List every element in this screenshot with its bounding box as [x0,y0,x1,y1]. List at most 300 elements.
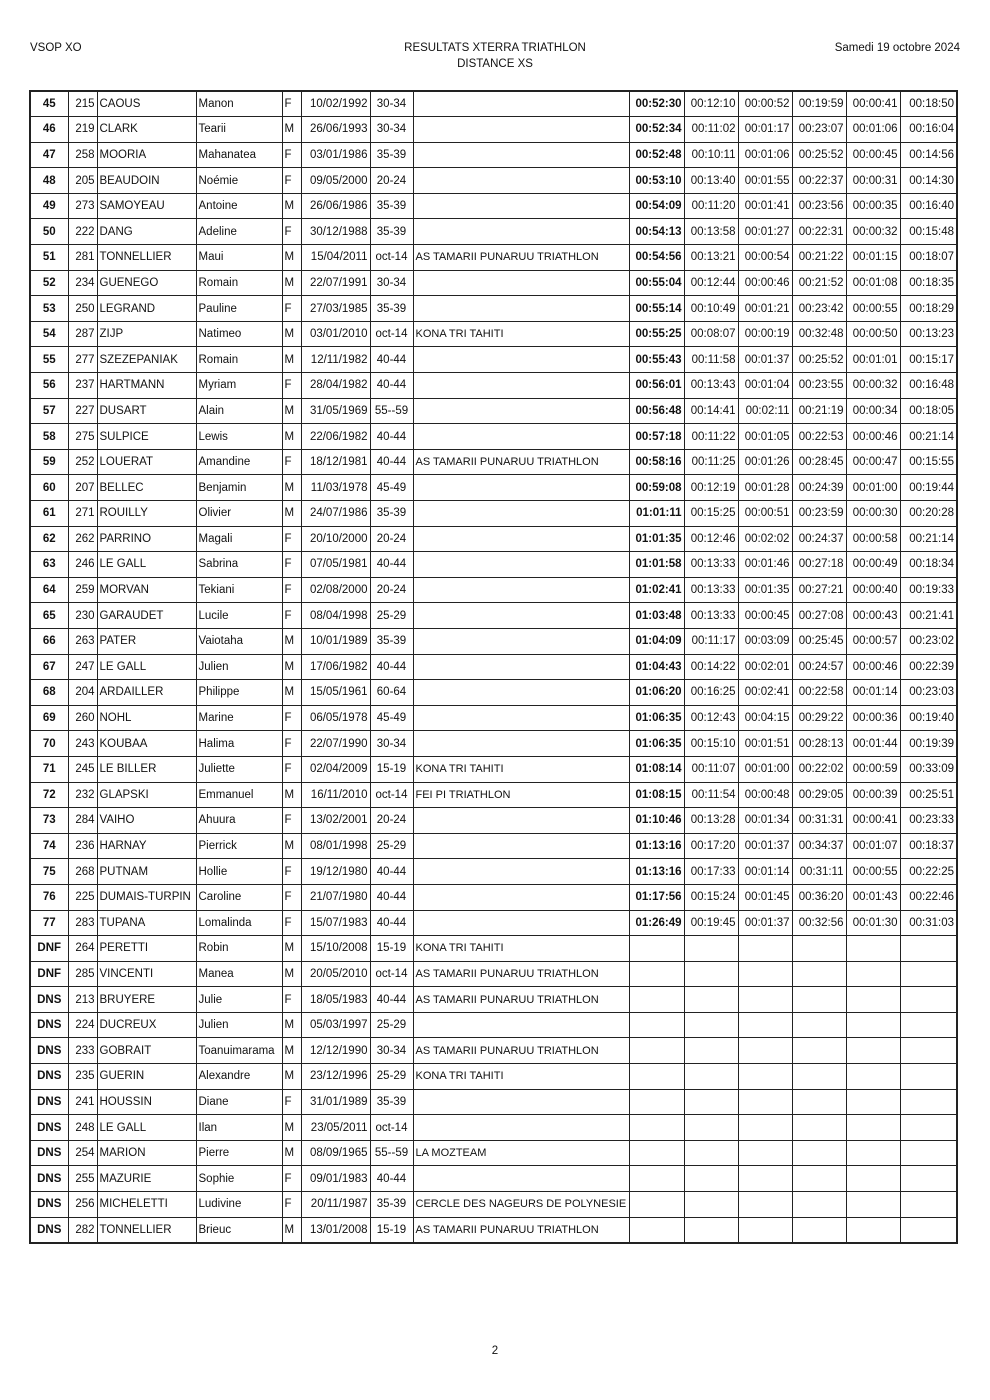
birth-date-cell: 10/01/1989 [301,628,370,654]
club-cell [413,347,629,373]
split-4-cell [846,1166,900,1192]
sex-cell: M [282,321,301,347]
category-cell: 40-44 [370,449,413,475]
total-time-cell: 00:54:13 [629,219,684,245]
split-3-cell: 00:21:52 [792,270,846,296]
club-cell [413,398,629,424]
table-row [30,193,957,219]
bib-cell: 227 [68,398,97,424]
category-cell: 40-44 [370,347,413,373]
split-5-cell: 00:18:35 [900,270,957,296]
split-1-cell: 00:15:25 [684,501,738,527]
rank-cell: 66 [30,628,68,654]
table-row [30,808,957,834]
birth-date-cell: 12/11/1982 [301,347,370,373]
table-row [30,270,957,296]
sex-cell: M [282,680,301,706]
split-3-cell: 00:31:31 [792,808,846,834]
bib-cell: 262 [68,526,97,552]
rank-cell: DNS [30,1012,68,1038]
rank-cell: DNS [30,1192,68,1218]
split-3-cell: 00:32:56 [792,910,846,936]
split-3-cell [792,987,846,1013]
club-cell [413,193,629,219]
club-cell: CERCLE DES NAGEURS DE POLYNESIE [413,1192,629,1218]
category-cell: 30-34 [370,91,413,117]
split-1-cell: 00:12:43 [684,705,738,731]
split-4-cell: 00:00:45 [846,142,900,168]
last-name-cell: HARNAY [97,833,196,859]
split-1-cell: 00:11:17 [684,628,738,654]
rank-cell: DNS [30,1115,68,1141]
split-5-cell [900,987,957,1013]
split-2-cell [738,1012,792,1038]
bib-cell: 215 [68,91,97,117]
split-4-cell: 00:01:15 [846,245,900,271]
category-cell: 35-39 [370,193,413,219]
table-row [30,1166,957,1192]
birth-date-cell: 28/04/1982 [301,373,370,399]
bib-cell: 268 [68,859,97,885]
split-3-cell [792,961,846,987]
table-row [30,1140,957,1166]
rank-cell: DNS [30,1217,68,1243]
category-cell: 15-19 [370,756,413,782]
split-1-cell: 00:11:54 [684,782,738,808]
split-4-cell: 00:00:40 [846,577,900,603]
split-1-cell: 00:14:22 [684,654,738,680]
split-1-cell [684,1192,738,1218]
club-cell [413,705,629,731]
split-4-cell [846,1038,900,1064]
sex-cell: F [282,756,301,782]
split-4-cell: 00:01:07 [846,833,900,859]
rank-cell: 62 [30,526,68,552]
last-name-cell: MORVAN [97,577,196,603]
split-4-cell: 00:00:41 [846,808,900,834]
bib-cell: 259 [68,577,97,603]
first-name-cell: Romain [196,347,282,373]
split-3-cell: 00:22:37 [792,168,846,194]
first-name-cell: Mahanatea [196,142,282,168]
bib-cell: 235 [68,1064,97,1090]
table-row [30,731,957,757]
category-cell: 40-44 [370,424,413,450]
first-name-cell: Myriam [196,373,282,399]
category-cell: 35-39 [370,1089,413,1115]
category-cell: 35-39 [370,296,413,322]
split-5-cell: 00:21:14 [900,424,957,450]
split-2-cell: 00:01:21 [738,296,792,322]
birth-date-cell: 24/07/1986 [301,501,370,527]
split-5-cell: 00:19:33 [900,577,957,603]
sex-cell: M [282,347,301,373]
split-5-cell [900,936,957,962]
table-row [30,756,957,782]
rank-cell: 52 [30,270,68,296]
last-name-cell: MICHELETTI [97,1192,196,1218]
split-5-cell: 00:18:29 [900,296,957,322]
split-4-cell: 00:00:31 [846,168,900,194]
split-1-cell: 00:17:33 [684,859,738,885]
split-1-cell: 00:13:40 [684,168,738,194]
sex-cell: M [282,475,301,501]
rank-cell: 48 [30,168,68,194]
birth-date-cell: 31/05/1969 [301,398,370,424]
rank-cell: 54 [30,321,68,347]
club-cell: LA MOZTEAM [413,1140,629,1166]
table-row [30,1217,957,1243]
first-name-cell: Noémie [196,168,282,194]
last-name-cell: GOBRAIT [97,1038,196,1064]
category-cell: oct-14 [370,245,413,271]
first-name-cell: Robin [196,936,282,962]
last-name-cell: PATER [97,628,196,654]
split-2-cell: 00:01:27 [738,219,792,245]
split-4-cell: 00:00:47 [846,449,900,475]
sex-cell: M [282,961,301,987]
bib-cell: 264 [68,936,97,962]
split-2-cell: 00:02:11 [738,398,792,424]
club-cell [413,142,629,168]
page-subtitle: DISTANCE XS [457,58,533,70]
last-name-cell: GLAPSKI [97,782,196,808]
sex-cell: M [282,270,301,296]
split-2-cell [738,1115,792,1141]
total-time-cell: 01:26:49 [629,910,684,936]
split-3-cell [792,1217,846,1243]
split-3-cell: 00:31:11 [792,859,846,885]
total-time-cell: 01:06:35 [629,705,684,731]
bib-cell: 263 [68,628,97,654]
sex-cell: F [282,1192,301,1218]
category-cell: 25-29 [370,1012,413,1038]
birth-date-cell: 15/05/1961 [301,680,370,706]
club-cell [413,680,629,706]
bib-cell: 224 [68,1012,97,1038]
total-time-cell: 01:10:46 [629,808,684,834]
last-name-cell: MAZURIE [97,1166,196,1192]
split-2-cell: 00:04:15 [738,705,792,731]
rank-cell: 64 [30,577,68,603]
split-4-cell: 00:01:01 [846,347,900,373]
split-5-cell: 00:19:40 [900,705,957,731]
rank-cell: DNS [30,987,68,1013]
first-name-cell: Ludivine [196,1192,282,1218]
bib-cell: 225 [68,884,97,910]
total-time-cell: 00:53:10 [629,168,684,194]
last-name-cell: TUPANA [97,910,196,936]
sex-cell: F [282,1166,301,1192]
split-2-cell: 00:01:37 [738,910,792,936]
club-cell [413,373,629,399]
sex-cell: M [282,1115,301,1141]
split-4-cell: 00:01:06 [846,117,900,143]
birth-date-cell: 18/05/1983 [301,987,370,1013]
total-time-cell: 00:59:08 [629,475,684,501]
club-cell [413,654,629,680]
category-cell: 40-44 [370,1166,413,1192]
split-3-cell: 00:34:37 [792,833,846,859]
split-4-cell [846,1192,900,1218]
last-name-cell: NOHL [97,705,196,731]
sex-cell: M [282,654,301,680]
total-time-cell: 00:52:30 [629,91,684,117]
table-row [30,245,957,271]
table-row [30,168,957,194]
first-name-cell: Julie [196,987,282,1013]
rank-cell: 63 [30,552,68,578]
category-cell: 20-24 [370,808,413,834]
total-time-cell: 00:58:16 [629,449,684,475]
club-cell [413,296,629,322]
rank-cell: 67 [30,654,68,680]
bib-cell: 232 [68,782,97,808]
birth-date-cell: 22/06/1982 [301,424,370,450]
total-time-cell: 01:06:20 [629,680,684,706]
table-row [30,117,957,143]
bib-cell: 271 [68,501,97,527]
split-1-cell: 00:12:44 [684,270,738,296]
last-name-cell: GUERIN [97,1064,196,1090]
split-5-cell [900,1140,957,1166]
sex-cell: M [282,1012,301,1038]
first-name-cell: Ilan [196,1115,282,1141]
rank-cell: 73 [30,808,68,834]
total-time-cell [629,1089,684,1115]
club-cell [413,270,629,296]
table-row [30,347,957,373]
split-1-cell: 00:12:19 [684,475,738,501]
club-cell [413,117,629,143]
last-name-cell: VAIHO [97,808,196,834]
birth-date-cell: 20/10/2000 [301,526,370,552]
total-time-cell: 01:01:35 [629,526,684,552]
club-cell [413,219,629,245]
split-1-cell: 00:13:21 [684,245,738,271]
first-name-cell: Hollie [196,859,282,885]
last-name-cell: DANG [97,219,196,245]
last-name-cell: DUMAIS-TURPIN [97,884,196,910]
split-5-cell: 00:15:17 [900,347,957,373]
split-2-cell: 00:01:00 [738,756,792,782]
split-2-cell [738,987,792,1013]
bib-cell: 275 [68,424,97,450]
bib-cell: 233 [68,1038,97,1064]
first-name-cell: Alexandre [196,1064,282,1090]
rank-cell: DNS [30,1140,68,1166]
split-4-cell: 00:00:58 [846,526,900,552]
club-cell: KONA TRI TAHITI [413,1064,629,1090]
first-name-cell: Vaiotaha [196,628,282,654]
split-1-cell [684,1012,738,1038]
split-5-cell: 00:31:03 [900,910,957,936]
table-row [30,936,957,962]
split-5-cell: 00:18:37 [900,833,957,859]
sex-cell: F [282,526,301,552]
split-2-cell: 00:02:41 [738,680,792,706]
sex-cell: M [282,936,301,962]
split-1-cell: 00:11:25 [684,449,738,475]
sex-cell: M [282,245,301,271]
split-3-cell: 00:22:53 [792,424,846,450]
split-4-cell: 00:00:32 [846,373,900,399]
total-time-cell: 01:04:43 [629,654,684,680]
split-5-cell: 00:18:05 [900,398,957,424]
bib-cell: 250 [68,296,97,322]
first-name-cell: Pierre [196,1140,282,1166]
total-time-cell: 00:55:43 [629,347,684,373]
rank-cell: DNS [30,1089,68,1115]
table-row [30,398,957,424]
total-time-cell [629,1064,684,1090]
table-row [30,782,957,808]
first-name-cell: Adeline [196,219,282,245]
first-name-cell: Pierrick [196,833,282,859]
split-1-cell: 00:11:58 [684,347,738,373]
club-cell: FEI PI TRIATHLON [413,782,629,808]
total-time-cell: 00:56:48 [629,398,684,424]
table-row [30,884,957,910]
rank-cell: 55 [30,347,68,373]
club-cell [413,1166,629,1192]
split-1-cell [684,1064,738,1090]
table-row [30,142,957,168]
bib-cell: 246 [68,552,97,578]
birth-date-cell: 06/05/1978 [301,705,370,731]
split-1-cell [684,936,738,962]
split-5-cell: 00:25:51 [900,782,957,808]
table-row [30,296,957,322]
split-5-cell: 00:22:46 [900,884,957,910]
category-cell: 45-49 [370,475,413,501]
club-cell [413,1089,629,1115]
category-cell: oct-14 [370,321,413,347]
table-row [30,475,957,501]
table-row [30,1192,957,1218]
last-name-cell: ROUILLY [97,501,196,527]
split-1-cell: 00:08:07 [684,321,738,347]
category-cell: 40-44 [370,987,413,1013]
split-2-cell: 00:01:26 [738,449,792,475]
category-cell: 45-49 [370,705,413,731]
last-name-cell: LEGRAND [97,296,196,322]
split-5-cell [900,1038,957,1064]
page-title: RESULTATS XTERRA TRIATHLON [404,42,586,54]
last-name-cell: BELLEC [97,475,196,501]
total-time-cell [629,1166,684,1192]
bib-cell: 219 [68,117,97,143]
category-cell: 55--59 [370,398,413,424]
last-name-cell: DUCREUX [97,1012,196,1038]
sex-cell: M [282,398,301,424]
split-5-cell: 00:18:50 [900,91,957,117]
split-2-cell: 00:02:02 [738,526,792,552]
sex-cell: F [282,910,301,936]
split-5-cell: 00:20:28 [900,501,957,527]
last-name-cell: GARAUDET [97,603,196,629]
table-row [30,552,957,578]
sex-cell: M [282,833,301,859]
split-1-cell: 00:13:33 [684,552,738,578]
category-cell: oct-14 [370,782,413,808]
split-4-cell [846,936,900,962]
split-5-cell: 00:16:04 [900,117,957,143]
category-cell: oct-14 [370,1115,413,1141]
birth-date-cell: 23/05/2011 [301,1115,370,1141]
split-3-cell [792,1166,846,1192]
birth-date-cell: 23/12/1996 [301,1064,370,1090]
split-3-cell: 00:25:52 [792,142,846,168]
table-row [30,424,957,450]
category-cell: 40-44 [370,910,413,936]
category-cell: 35-39 [370,628,413,654]
split-1-cell [684,961,738,987]
category-cell: 30-34 [370,270,413,296]
split-4-cell: 00:01:14 [846,680,900,706]
category-cell: 40-44 [370,654,413,680]
first-name-cell: Romain [196,270,282,296]
last-name-cell: LOUERAT [97,449,196,475]
birth-date-cell: 12/12/1990 [301,1038,370,1064]
birth-date-cell: 03/01/1986 [301,142,370,168]
split-5-cell: 00:19:39 [900,731,957,757]
last-name-cell: HOUSSIN [97,1089,196,1115]
club-cell [413,884,629,910]
category-cell: 35-39 [370,219,413,245]
total-time-cell [629,1038,684,1064]
birth-date-cell: 10/02/1992 [301,91,370,117]
split-4-cell: 00:01:43 [846,884,900,910]
last-name-cell: LE GALL [97,552,196,578]
first-name-cell: Diane [196,1089,282,1115]
birth-date-cell: 22/07/1990 [301,731,370,757]
bib-cell: 284 [68,808,97,834]
split-3-cell [792,936,846,962]
split-1-cell: 00:10:49 [684,296,738,322]
club-cell [413,603,629,629]
total-time-cell: 00:57:18 [629,424,684,450]
header-date: Samedi 19 octobre 2024 [834,42,960,54]
first-name-cell: Manon [196,91,282,117]
split-4-cell [846,1089,900,1115]
split-5-cell: 00:23:02 [900,628,957,654]
split-2-cell: 00:00:19 [738,321,792,347]
rank-cell: 77 [30,910,68,936]
split-4-cell: 00:00:30 [846,501,900,527]
split-4-cell: 00:00:59 [846,756,900,782]
category-cell: 60-64 [370,680,413,706]
rank-cell: 68 [30,680,68,706]
last-name-cell: TONNELLIER [97,1217,196,1243]
split-2-cell [738,1166,792,1192]
bib-cell: 260 [68,705,97,731]
split-2-cell: 00:01:37 [738,833,792,859]
sex-cell: M [282,1064,301,1090]
split-4-cell [846,1012,900,1038]
birth-date-cell: 02/08/2000 [301,577,370,603]
split-5-cell [900,1217,957,1243]
last-name-cell: CAOUS [97,91,196,117]
split-3-cell [792,1140,846,1166]
last-name-cell: ZIJP [97,321,196,347]
total-time-cell: 01:17:56 [629,884,684,910]
last-name-cell: TONNELLIER [97,245,196,271]
bib-cell: 283 [68,910,97,936]
table-row [30,628,957,654]
sex-cell: F [282,987,301,1013]
bib-cell: 252 [68,449,97,475]
